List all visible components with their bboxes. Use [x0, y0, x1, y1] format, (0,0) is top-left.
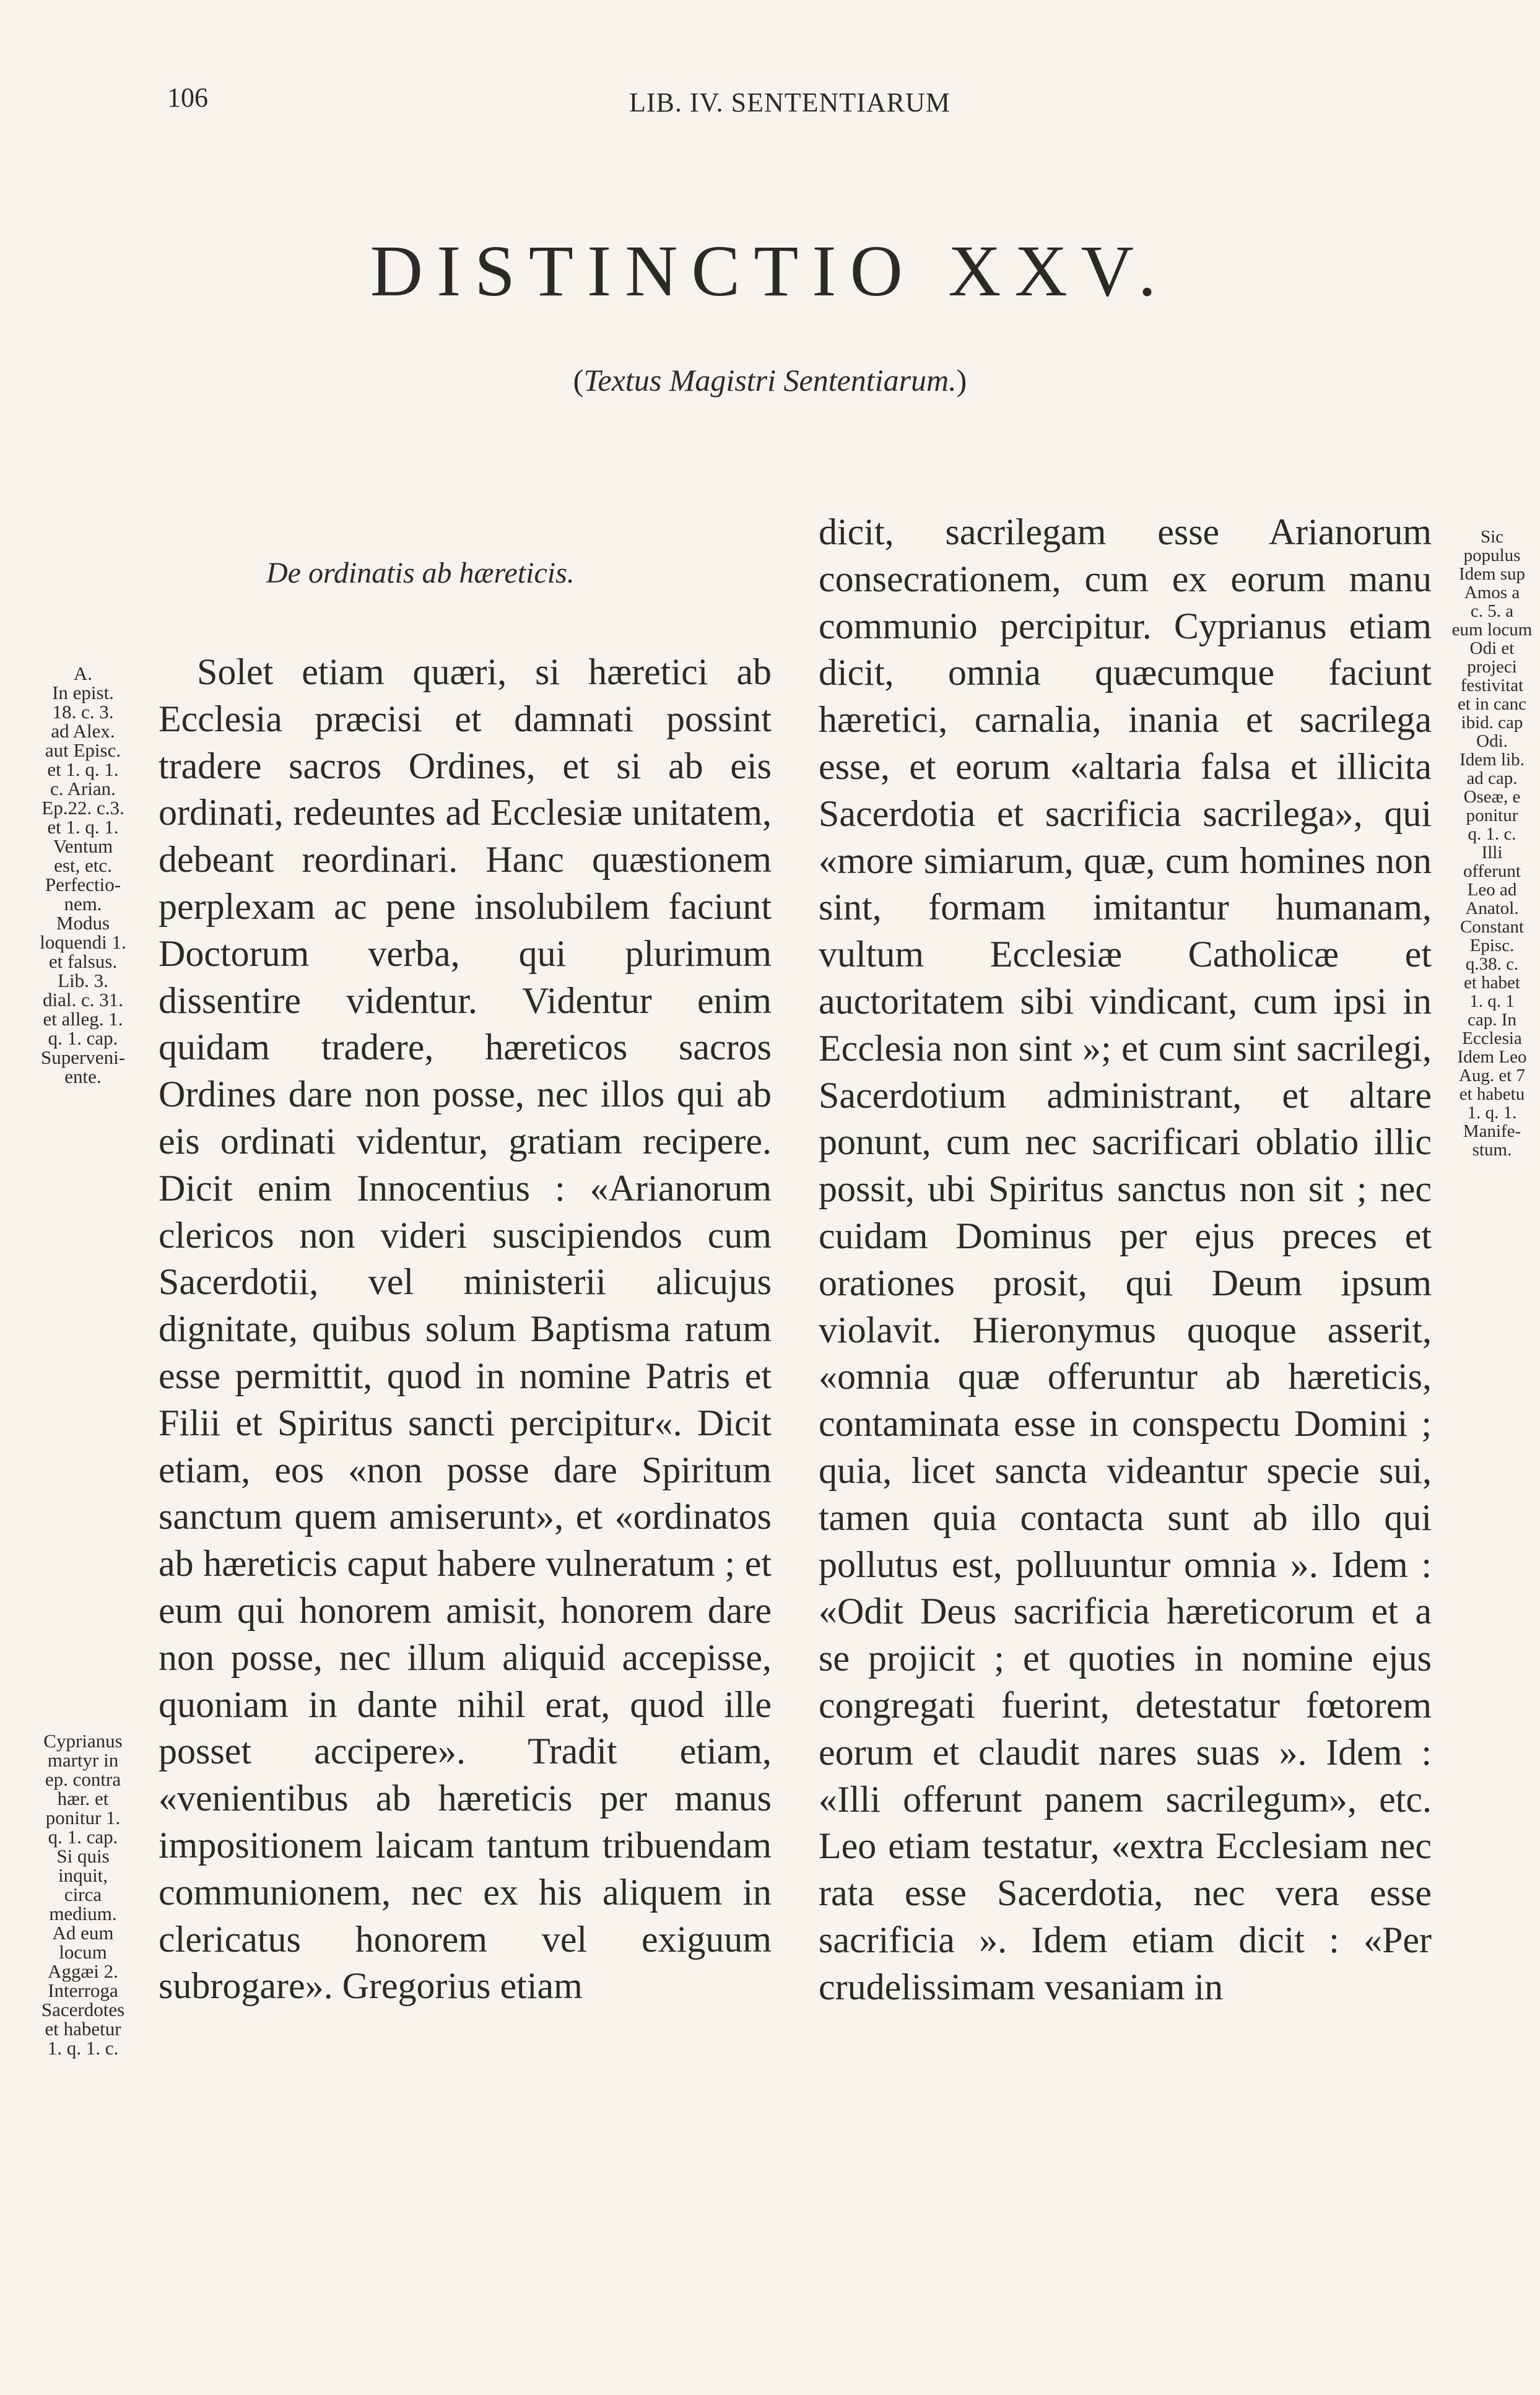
margin-note-line: Aug. et 7	[1458, 1066, 1526, 1085]
margin-note-line: A.	[73, 663, 93, 684]
margin-note-line: medium.	[49, 1903, 117, 1924]
margin-note-line: ponitur 1.	[45, 1807, 121, 1828]
margin-note-line: ad cap.	[1466, 768, 1518, 788]
body-paragraph: dicit, sacrilegam esse Arianorum consecrationem, cum ex eorum manu communio percipitur. Cyprianus etiam dicit, omnia quæcumque faciunt hæretici, carnalia, inania et sacrilega esse, et eorum «altaria falsa et illicita Sacerdotia et sacrificia sacrilega», qui «more simiarum, quæ, cum homines non sint, formam imitantur humanam, vultum Ecclesiæ Catholicæ et auctoritatem sibi vindicant, cum ipsi in Ecclesia non sint »; et cum sint sacrilegi, Sacerdotium administrant, et altare ponunt, cum nec sacrificari oblatio illic possit, ubi Spiritus sanctus non sit ; nec cuidam Dominus per ejus preces et orationes prosit, qui Deum ipsum violavit. Hieronymus quoque asserit, «omnia quæ offeruntur ab hæreticis, contaminata esse in conspectu Domini ; quia, licet sancta videantur specie sui, tamen quia contacta sunt ab illo qui pollutus est, polluuntur omnia ». Idem : «Odit Deus sacrificia hæreticorum et a se projicit ; et quoties in nomine ejus congregati fuerint, detestatur fœtorem eorum et claudit nares suas ». Idem : «Illi offerunt panem sacrilegum», etc. Leo etiam testatur, «extra Ecclesiam nec rata esse Sacerdotia, nec vera esse sacrificia ». Idem etiam dicit : «Per crudelissimam vesaniam in	[819, 511, 1432, 2007]
margin-note-line: et habet	[1464, 973, 1520, 993]
margin-note-line: Amos a	[1464, 583, 1520, 602]
body-column-right	[819, 509, 1432, 2011]
margin-note-line: 1. q. 1.	[1467, 1103, 1517, 1123]
margin-note-line: Cyprianus	[43, 1730, 123, 1752]
margin-note-line: offerunt	[1463, 861, 1521, 881]
margin-note-line: martyr in	[47, 1749, 119, 1771]
margin-note-line: Odi et	[1469, 638, 1515, 658]
margin-note-line: Sic	[1480, 528, 1504, 547]
section-heading: De ordinatis ab hæreticis.	[266, 557, 575, 589]
margin-note-line: populus	[1463, 546, 1521, 565]
margin-note-line: et habetur	[45, 2018, 121, 2040]
subtitle	[0, 362, 1540, 398]
margin-note-line: Leo ad	[1467, 880, 1517, 900]
margin-note-line: Manife-	[1463, 1121, 1521, 1141]
margin-note-line: et habetu	[1459, 1084, 1525, 1104]
margin-note-line: Ep.22. c.3.	[41, 797, 124, 819]
subtitle-close-paren: )	[956, 363, 967, 398]
margin-note-line: nem.	[64, 893, 102, 915]
margin-note-line: loquendi 1.	[40, 931, 126, 953]
margin-note-line: Sacerdotes	[41, 1999, 125, 2020]
margin-note-line: q. 1. c.	[1468, 824, 1516, 844]
margin-note-line: Ad eum	[52, 1922, 114, 1944]
margin-note-line: Ventum	[53, 835, 113, 857]
margin-note-line: et alleg. 1.	[43, 1008, 123, 1030]
margin-note-line: eum locum	[1451, 620, 1533, 640]
page-number: 106	[167, 82, 208, 113]
body-column-left	[159, 649, 772, 2010]
margin-note-line: c. Arian.	[50, 778, 116, 799]
margin-note-line: inquit,	[58, 1864, 108, 1886]
margin-note-line: et in canc	[1457, 694, 1527, 714]
margin-note-right	[1438, 528, 1540, 1159]
margin-note-line: ad Alex.	[51, 720, 115, 742]
margin-note-line: Perfectio-	[45, 874, 121, 895]
margin-note-line: ibid. cap	[1461, 713, 1523, 732]
margin-note-line: q. 1. cap.	[48, 1027, 118, 1049]
margin-note-line: Interroga	[48, 1980, 118, 2001]
margin-note-line: ep. contra	[45, 1768, 121, 1790]
margin-note-line: Superveni-	[40, 1046, 126, 1068]
margin-note-line: Idem Leo	[1457, 1047, 1527, 1067]
margin-note-line: Illi	[1481, 843, 1503, 863]
margin-note-line: ponitur	[1466, 806, 1518, 825]
margin-note-line: Idem sup	[1458, 564, 1526, 584]
running-head: LIB. IV. SENTENTIARUM	[629, 87, 951, 118]
margin-note-left-top	[14, 664, 152, 1086]
margin-note-line: q. 1. cap.	[48, 1826, 118, 1848]
margin-note-line: c. 5. a	[1470, 601, 1514, 621]
margin-note-line: Odi.	[1476, 731, 1508, 751]
margin-note-line: Si quis	[56, 1845, 110, 1867]
subtitle-open-paren: (	[573, 363, 584, 398]
margin-note-line: Ecclesia	[1462, 1028, 1522, 1048]
margin-note-line: hær. et	[57, 1788, 109, 1809]
margin-note-line: Oseæ, e	[1463, 787, 1521, 807]
margin-note-line: est, etc.	[54, 854, 112, 876]
margin-note-line: dial. c. 31.	[43, 989, 123, 1011]
margin-note-line: aut Episc.	[45, 739, 121, 761]
margin-note-line: Anatol.	[1465, 898, 1519, 918]
margin-note-line: 18. c. 3.	[52, 701, 114, 723]
margin-note-line: et 1. q. 1.	[47, 758, 119, 780]
body-paragraph: Solet etiam quæri, si hæretici ab Ecclesia præcisi et damnati possint tradere sacros Ordines, et si ab eis ordinati, redeuntes ad Ecclesiæ unitatem, debeant reordinari. Hanc quæstionem perplexam ac pene insolubilem faciunt Doctorum verba, qui plurimum dissentire videntur. Videntur enim quidam tradere, hæreticos sacros Ordines dare non posse, nec illos qui ab eis ordinati videntur, gratiam recipere. Dicit enim Innocentius : «Arianorum clericos non videri suscipiendos cum Sacerdotii, vel ministerii alicujus dignitate, quibus solum Baptisma ratum esse permittit, quod in nomine Patris et Filii et Spiritus sancti percipitur«. Dicit etiam, eos «non posse dare Spiritum sanctum quem amiserunt», et «ordinatos ab hæreticis caput habere vulneratum ; et eum qui honorem amisit, honorem dare non posse, nec illum aliquid accepisse, quoniam in dante nihil erat, quod ille posset accipere». Tradit etiam, «venientibus ab hæreticis per manus impositionem laicam tantum tribuendam communionem, nec ex his aliquem in clericatus honorem vel exiguum subrogare». Gregorius etiam	[159, 651, 772, 2007]
margin-note-line: cap. In	[1468, 1010, 1516, 1030]
margin-note-left-bottom	[14, 1731, 152, 2058]
subtitle-text: Textus Magistri Sententiarum.	[583, 363, 957, 398]
margin-note-line: ente.	[64, 1066, 102, 1087]
margin-note-line: q.38. c.	[1465, 954, 1519, 974]
margin-note-line: Constant	[1460, 917, 1525, 937]
margin-note-line: et 1. q. 1.	[47, 816, 119, 838]
margin-note-line: Lib. 3.	[58, 970, 108, 991]
margin-note-line: et falsus.	[48, 950, 118, 972]
margin-note-line: 1. q. 1	[1469, 991, 1515, 1011]
page-title: DISTINCTIO XXV.	[370, 230, 1170, 311]
margin-note-line: Idem lib.	[1460, 750, 1525, 770]
margin-note-line: In epist.	[52, 682, 114, 703]
margin-note-line: projeci	[1467, 657, 1517, 677]
margin-note-line: locum	[59, 1941, 107, 1963]
margin-note-line: Episc.	[1469, 936, 1515, 955]
margin-note-line: festivitat	[1460, 676, 1524, 695]
margin-note-line: stum.	[1472, 1140, 1512, 1159]
margin-note-line: circa	[64, 1884, 102, 1905]
margin-note-line: Modus	[56, 912, 110, 934]
margin-note-line: Aggæi 2.	[48, 1960, 118, 1982]
margin-note-line: 1. q. 1. c.	[47, 2037, 119, 2059]
